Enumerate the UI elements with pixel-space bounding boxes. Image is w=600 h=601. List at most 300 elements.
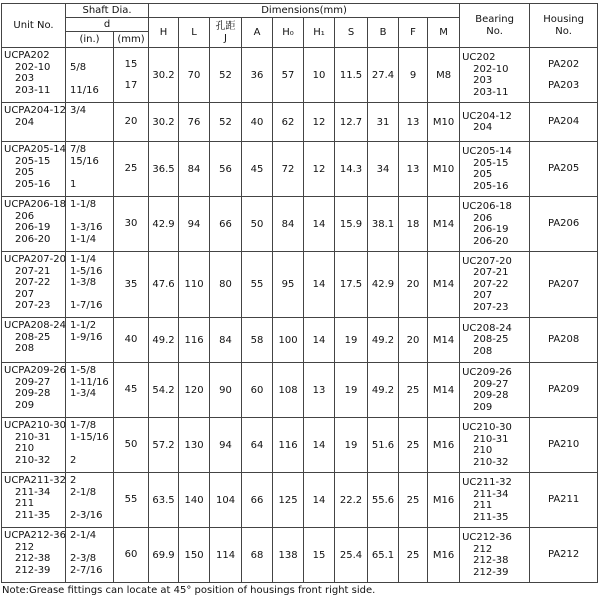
bearing-no: 208-25 bbox=[473, 334, 509, 346]
unit-no: UCPA209-26 bbox=[4, 365, 66, 376]
bearing-no: 210-32 bbox=[473, 456, 509, 468]
unit-no: 212-39 bbox=[15, 564, 51, 576]
shaft-inch: 1-3/4 bbox=[70, 388, 97, 399]
bearing-no: 207-22 bbox=[473, 278, 509, 290]
dim-a: 45 bbox=[242, 142, 273, 197]
shaft-inch: 1-5/16 bbox=[70, 265, 103, 277]
shaft-mm: 55 bbox=[124, 494, 138, 506]
table-body bbox=[2, 48, 598, 583]
header-bearing-no: Bearing No. bbox=[460, 4, 530, 48]
dim-h0: 116 bbox=[273, 418, 304, 473]
dim-m: M16 bbox=[428, 528, 460, 583]
header-a: A bbox=[242, 18, 273, 48]
shaft-inch bbox=[70, 443, 113, 455]
shaft-mm: 40 bbox=[124, 334, 138, 346]
dim-s: 19 bbox=[335, 418, 368, 473]
header-h0: H₀ bbox=[273, 18, 304, 48]
bearing-no: UC207-20 bbox=[462, 255, 512, 267]
dim-s: 19 bbox=[335, 363, 368, 418]
shaft-inch-cell bbox=[66, 48, 114, 103]
shaft-inch bbox=[70, 542, 113, 554]
dim-b: 31 bbox=[368, 103, 399, 142]
dim-h1: 14 bbox=[304, 418, 335, 473]
shaft-inch-cell bbox=[66, 473, 114, 528]
bearing-no: UC209-26 bbox=[462, 367, 512, 378]
unit-no: 208 bbox=[15, 343, 35, 354]
header-m: M bbox=[428, 18, 460, 48]
shaft-inch-cell bbox=[66, 418, 114, 473]
bearing-no: 211 bbox=[473, 500, 493, 511]
bearing-no: 212-39 bbox=[473, 566, 509, 578]
bearing-no-cell bbox=[460, 252, 530, 318]
dim-f: 25 bbox=[399, 418, 428, 473]
shaft-inch-cell bbox=[66, 252, 114, 318]
bearing-no: 202-10 bbox=[473, 63, 509, 75]
dimensions-table bbox=[1, 3, 598, 583]
dim-m: M14 bbox=[428, 252, 460, 318]
shaft-inch: 7/8 bbox=[70, 144, 87, 155]
unit-no: 209-28 bbox=[15, 388, 51, 399]
header-s: S bbox=[335, 18, 368, 48]
unit-no: 205-16 bbox=[15, 178, 51, 190]
shaft-mm-cell bbox=[114, 142, 149, 197]
dim-f: 25 bbox=[399, 528, 428, 583]
bearing-no: 205 bbox=[473, 169, 493, 180]
dim-h1: 15 bbox=[304, 528, 335, 583]
dim-b: 34 bbox=[368, 142, 399, 197]
dim-j: 52 bbox=[210, 48, 242, 103]
dim-b: 42.9 bbox=[368, 252, 399, 318]
bearing-no: UC212-36 bbox=[462, 532, 512, 543]
shaft-inch-cell bbox=[66, 363, 114, 418]
bearing-no-cell bbox=[460, 418, 530, 473]
table-row bbox=[2, 197, 598, 252]
dim-f: 25 bbox=[399, 473, 428, 528]
housing-no: PA212 bbox=[547, 549, 580, 561]
unit-no: 209 bbox=[15, 399, 35, 411]
unit-no-cell bbox=[2, 252, 66, 318]
table-row bbox=[2, 48, 598, 103]
dim-h0: 62 bbox=[273, 103, 304, 142]
dim-s: 25.4 bbox=[335, 528, 368, 583]
dim-m: M10 bbox=[428, 142, 460, 197]
housing-no: PA207 bbox=[547, 278, 580, 290]
dim-f: 20 bbox=[399, 252, 428, 318]
dim-m: M16 bbox=[428, 473, 460, 528]
unit-no: 209-27 bbox=[15, 376, 51, 388]
dim-j: 94 bbox=[210, 418, 242, 473]
shaft-inch bbox=[70, 117, 113, 129]
unit-no-cell bbox=[2, 318, 66, 363]
bearing-no: UC210-30 bbox=[462, 422, 512, 433]
unit-no: 211-34 bbox=[15, 486, 51, 498]
bearing-no: 209-28 bbox=[473, 390, 509, 401]
dim-l: 94 bbox=[179, 197, 210, 252]
bearing-no: 212-38 bbox=[473, 555, 509, 566]
unit-no-cell bbox=[2, 528, 66, 583]
dim-f: 25 bbox=[399, 363, 428, 418]
table-row bbox=[2, 103, 598, 142]
shaft-inch: 1-7/8 bbox=[70, 420, 97, 431]
shaft-mm: 20 bbox=[124, 116, 138, 128]
shaft-inch: 1-1/4 bbox=[70, 233, 97, 245]
dim-h1: 12 bbox=[304, 103, 335, 142]
bearing-no: 205-16 bbox=[473, 180, 509, 192]
bearing-no: 212 bbox=[473, 543, 493, 555]
shaft-mm: 50 bbox=[124, 439, 138, 451]
unit-no: 207-23 bbox=[15, 300, 51, 311]
shaft-inch: 1-1/4 bbox=[70, 254, 97, 265]
header-h: H bbox=[149, 18, 179, 48]
unit-no: 206-20 bbox=[15, 233, 51, 245]
unit-no: 208-25 bbox=[15, 331, 51, 343]
dim-l: 120 bbox=[179, 363, 210, 418]
shaft-mm: 60 bbox=[124, 549, 138, 561]
dim-h0: 138 bbox=[273, 528, 304, 583]
housing-no: PA203 bbox=[547, 80, 580, 91]
dim-m: M8 bbox=[428, 48, 460, 103]
dim-a: 60 bbox=[242, 363, 273, 418]
shaft-inch bbox=[70, 50, 113, 62]
header-shaft-dia: Shaft Dia. bbox=[66, 4, 149, 18]
shaft-inch-cell bbox=[66, 197, 114, 252]
shaft-inch-cell bbox=[66, 318, 114, 363]
dim-j: 104 bbox=[210, 473, 242, 528]
header-inch: (in.) bbox=[66, 32, 114, 48]
dim-h0: 57 bbox=[273, 48, 304, 103]
shaft-mm-cell bbox=[114, 48, 149, 103]
shaft-inch: 3/4 bbox=[70, 105, 87, 116]
shaft-inch: 1-7/16 bbox=[70, 300, 103, 311]
table-row bbox=[2, 473, 598, 528]
dim-l: 110 bbox=[179, 252, 210, 318]
dim-s: 14.3 bbox=[335, 142, 368, 197]
bearing-no: 208 bbox=[473, 345, 493, 357]
shaft-mm: 30 bbox=[124, 218, 138, 230]
unit-no: UCPA208-24 bbox=[4, 320, 66, 331]
shaft-inch: 2-3/8 bbox=[70, 553, 97, 564]
unit-no: 210 bbox=[15, 443, 35, 454]
unit-no: 206-19 bbox=[15, 222, 51, 233]
unit-no: 203 bbox=[15, 73, 35, 84]
shaft-inch: 1-1/8 bbox=[70, 199, 97, 210]
unit-no: UCPA205-14 bbox=[4, 144, 66, 155]
unit-no-cell bbox=[2, 103, 66, 142]
table-row bbox=[2, 318, 598, 363]
dim-h1: 12 bbox=[304, 142, 335, 197]
shaft-inch bbox=[70, 343, 113, 355]
dim-h0: 95 bbox=[273, 252, 304, 318]
bearing-no: UC202 bbox=[462, 52, 496, 63]
housing-no-cell bbox=[530, 363, 598, 418]
bearing-no-cell bbox=[460, 197, 530, 252]
housing-no-cell bbox=[530, 528, 598, 583]
dim-j: 66 bbox=[210, 197, 242, 252]
shaft-inch: 1-1/2 bbox=[70, 320, 97, 331]
dim-l: 140 bbox=[179, 473, 210, 528]
dim-b: 38.1 bbox=[368, 197, 399, 252]
shaft-inch-cell bbox=[66, 142, 114, 197]
dim-h: 54.2 bbox=[149, 363, 179, 418]
unit-no: 212-38 bbox=[15, 553, 51, 564]
bearing-no: 204 bbox=[473, 122, 493, 133]
dim-s: 22.2 bbox=[335, 473, 368, 528]
shaft-inch: 5/8 bbox=[70, 61, 87, 73]
housing-no: PA202 bbox=[547, 58, 580, 70]
bearing-no: 210 bbox=[473, 445, 493, 456]
bearing-no-cell bbox=[460, 103, 530, 142]
dim-l: 130 bbox=[179, 418, 210, 473]
dim-b: 55.6 bbox=[368, 473, 399, 528]
bearing-no-cell bbox=[460, 48, 530, 103]
unit-no-cell bbox=[2, 197, 66, 252]
unit-no-cell bbox=[2, 48, 66, 103]
unit-no-cell bbox=[2, 473, 66, 528]
bearing-no-cell bbox=[460, 318, 530, 363]
dim-b: 27.4 bbox=[368, 48, 399, 103]
bearing-no: 206-19 bbox=[473, 224, 509, 235]
unit-no: 207-21 bbox=[15, 265, 51, 277]
bearing-no: 209 bbox=[473, 401, 493, 413]
grease-note: Note:Grease fittings can locate at 45° position of housings front right side. bbox=[2, 585, 376, 596]
dim-b: 49.2 bbox=[368, 363, 399, 418]
dim-m: M14 bbox=[428, 197, 460, 252]
shaft-inch: 2 bbox=[70, 475, 77, 486]
bearing-no: 206 bbox=[473, 212, 493, 224]
shaft-mm: 17 bbox=[124, 80, 138, 91]
header-j: 孔距 J bbox=[210, 18, 242, 48]
dim-h1: 14 bbox=[304, 197, 335, 252]
dim-s: 19 bbox=[335, 318, 368, 363]
unit-no-cell bbox=[2, 142, 66, 197]
unit-no: 207-22 bbox=[15, 277, 51, 288]
dim-h: 30.2 bbox=[149, 103, 179, 142]
bearing-no: UC204-12 bbox=[462, 110, 512, 122]
housing-no-cell bbox=[530, 418, 598, 473]
shaft-inch bbox=[70, 73, 113, 85]
shaft-inch bbox=[70, 400, 113, 412]
dim-h0: 84 bbox=[273, 197, 304, 252]
housing-no: PA211 bbox=[547, 494, 580, 506]
unit-no: 212 bbox=[15, 541, 35, 553]
shaft-inch bbox=[70, 289, 113, 301]
dim-s: 11.5 bbox=[335, 48, 368, 103]
dim-h: 30.2 bbox=[149, 48, 179, 103]
shaft-inch: 1-11/16 bbox=[70, 376, 109, 388]
housing-no-cell bbox=[530, 252, 598, 318]
dim-f: 13 bbox=[399, 103, 428, 142]
dim-j: 90 bbox=[210, 363, 242, 418]
table-row bbox=[2, 528, 598, 583]
shaft-inch: 15/16 bbox=[70, 155, 99, 167]
housing-no: PA208 bbox=[547, 334, 580, 346]
housing-no-cell bbox=[530, 48, 598, 103]
shaft-mm: 45 bbox=[124, 384, 138, 396]
shaft-inch: 2-7/16 bbox=[70, 564, 103, 576]
dim-h: 49.2 bbox=[149, 318, 179, 363]
shaft-mm: 25 bbox=[124, 163, 138, 175]
shaft-mm-cell bbox=[114, 197, 149, 252]
dim-f: 9 bbox=[399, 48, 428, 103]
housing-no-cell bbox=[530, 473, 598, 528]
bearing-no: 211-34 bbox=[473, 488, 509, 500]
unit-no: UCPA212-36 bbox=[4, 530, 66, 541]
shaft-mm: 15 bbox=[124, 58, 138, 70]
shaft-inch: 1-9/16 bbox=[70, 331, 103, 343]
dim-j: 114 bbox=[210, 528, 242, 583]
dim-h1: 10 bbox=[304, 48, 335, 103]
dim-s: 17.5 bbox=[335, 252, 368, 318]
housing-no-cell bbox=[530, 103, 598, 142]
unit-no: 202-10 bbox=[15, 61, 51, 73]
shaft-mm-cell bbox=[114, 528, 149, 583]
shaft-inch: 1-3/16 bbox=[70, 222, 103, 233]
bearing-no-cell bbox=[460, 473, 530, 528]
dim-l: 76 bbox=[179, 103, 210, 142]
dim-h0: 125 bbox=[273, 473, 304, 528]
dim-s: 12.7 bbox=[335, 103, 368, 142]
dim-b: 51.6 bbox=[368, 418, 399, 473]
dim-m: M14 bbox=[428, 363, 460, 418]
table-row bbox=[2, 418, 598, 473]
header-f: F bbox=[399, 18, 428, 48]
dim-m: M14 bbox=[428, 318, 460, 363]
dim-a: 64 bbox=[242, 418, 273, 473]
unit-no: UCPA206-18 bbox=[4, 199, 66, 210]
housing-no: PA209 bbox=[547, 384, 580, 396]
table-row bbox=[2, 252, 598, 318]
dim-h0: 108 bbox=[273, 363, 304, 418]
dim-h0: 100 bbox=[273, 318, 304, 363]
shaft-mm: 35 bbox=[124, 278, 138, 290]
unit-no: UCPA204-12 bbox=[4, 105, 66, 116]
bearing-no: 203 bbox=[473, 75, 493, 86]
dim-f: 20 bbox=[399, 318, 428, 363]
dim-h0: 72 bbox=[273, 142, 304, 197]
dim-s: 15.9 bbox=[335, 197, 368, 252]
shaft-inch bbox=[70, 167, 113, 179]
bearing-no: 207 bbox=[473, 290, 493, 302]
shaft-inch: 2-1/8 bbox=[70, 486, 97, 498]
shaft-mm-cell bbox=[114, 418, 149, 473]
dim-h1: 13 bbox=[304, 363, 335, 418]
bearing-no-cell bbox=[460, 142, 530, 197]
shaft-mm-cell bbox=[114, 318, 149, 363]
shaft-mm-cell bbox=[114, 252, 149, 318]
dim-h: 69.9 bbox=[149, 528, 179, 583]
dim-l: 70 bbox=[179, 48, 210, 103]
header-mm: (mm) bbox=[114, 32, 149, 48]
bearing-no: 203-11 bbox=[473, 86, 509, 98]
unit-no-cell bbox=[2, 418, 66, 473]
bearing-no: UC211-32 bbox=[462, 477, 512, 488]
dim-m: M16 bbox=[428, 418, 460, 473]
dim-a: 58 bbox=[242, 318, 273, 363]
bearing-no: UC206-18 bbox=[462, 201, 512, 212]
dim-h: 57.2 bbox=[149, 418, 179, 473]
bearing-no: 209-27 bbox=[473, 378, 509, 390]
dim-b: 49.2 bbox=[368, 318, 399, 363]
dim-a: 36 bbox=[242, 48, 273, 103]
dim-j: 56 bbox=[210, 142, 242, 197]
header-h1: H₁ bbox=[304, 18, 335, 48]
unit-no: UCPA210-30 bbox=[4, 420, 66, 431]
shaft-inch: 11/16 bbox=[70, 84, 99, 96]
table-row bbox=[2, 363, 598, 418]
shaft-inch: 1 bbox=[70, 178, 77, 190]
shaft-inch bbox=[70, 211, 113, 223]
header-b: B bbox=[368, 18, 399, 48]
housing-no: PA210 bbox=[547, 439, 580, 451]
dim-j: 80 bbox=[210, 252, 242, 318]
unit-no: 207 bbox=[15, 288, 35, 300]
unit-no: UCPA211-32 bbox=[4, 475, 66, 486]
header-d: d bbox=[66, 18, 149, 32]
shaft-inch: 2-3/16 bbox=[70, 509, 103, 521]
unit-no: 203-11 bbox=[15, 84, 51, 96]
dim-l: 150 bbox=[179, 528, 210, 583]
bearing-no: UC208-24 bbox=[462, 322, 512, 334]
dim-l: 116 bbox=[179, 318, 210, 363]
dim-j: 84 bbox=[210, 318, 242, 363]
header-unit-no: Unit No. bbox=[2, 4, 66, 48]
housing-no: PA205 bbox=[547, 163, 580, 175]
unit-no: UCPA202 bbox=[4, 50, 50, 61]
header-dimensions: Dimensions(mm) bbox=[149, 4, 460, 18]
dim-h: 42.9 bbox=[149, 197, 179, 252]
dim-a: 55 bbox=[242, 252, 273, 318]
shaft-mm-cell bbox=[114, 363, 149, 418]
shaft-inch: 1-5/8 bbox=[70, 365, 97, 376]
shaft-inch: 2 bbox=[70, 454, 77, 466]
dim-h: 36.5 bbox=[149, 142, 179, 197]
bearing-no: 206-20 bbox=[473, 235, 509, 247]
dim-h: 47.6 bbox=[149, 252, 179, 318]
dim-h1: 14 bbox=[304, 252, 335, 318]
shaft-mm-cell bbox=[114, 103, 149, 142]
unit-no: 205-15 bbox=[15, 155, 51, 167]
unit-no: 204 bbox=[15, 116, 35, 128]
dim-h1: 14 bbox=[304, 318, 335, 363]
housing-no-cell bbox=[530, 318, 598, 363]
bearing-no-cell bbox=[460, 363, 530, 418]
shaft-inch bbox=[70, 498, 113, 510]
unit-no: 211 bbox=[15, 498, 35, 509]
dim-b: 65.1 bbox=[368, 528, 399, 583]
dim-j: 52 bbox=[210, 103, 242, 142]
unit-no: 211-35 bbox=[15, 509, 51, 521]
dim-a: 50 bbox=[242, 197, 273, 252]
housing-no-cell bbox=[530, 197, 598, 252]
housing-no-cell bbox=[530, 142, 598, 197]
bearing-no: UC205-14 bbox=[462, 146, 512, 157]
dim-a: 40 bbox=[242, 103, 273, 142]
bearing-no-cell bbox=[460, 528, 530, 583]
unit-no-cell bbox=[2, 363, 66, 418]
dim-m: M10 bbox=[428, 103, 460, 142]
dim-h: 63.5 bbox=[149, 473, 179, 528]
shaft-inch-cell bbox=[66, 528, 114, 583]
dim-h1: 14 bbox=[304, 473, 335, 528]
bearing-no: 207-23 bbox=[473, 301, 509, 313]
dim-a: 68 bbox=[242, 528, 273, 583]
bearing-no: 210-31 bbox=[473, 433, 509, 445]
housing-no: PA206 bbox=[547, 218, 580, 230]
dim-f: 18 bbox=[399, 197, 428, 252]
dim-f: 13 bbox=[399, 142, 428, 197]
dim-l: 84 bbox=[179, 142, 210, 197]
unit-no: 210-32 bbox=[15, 454, 51, 466]
